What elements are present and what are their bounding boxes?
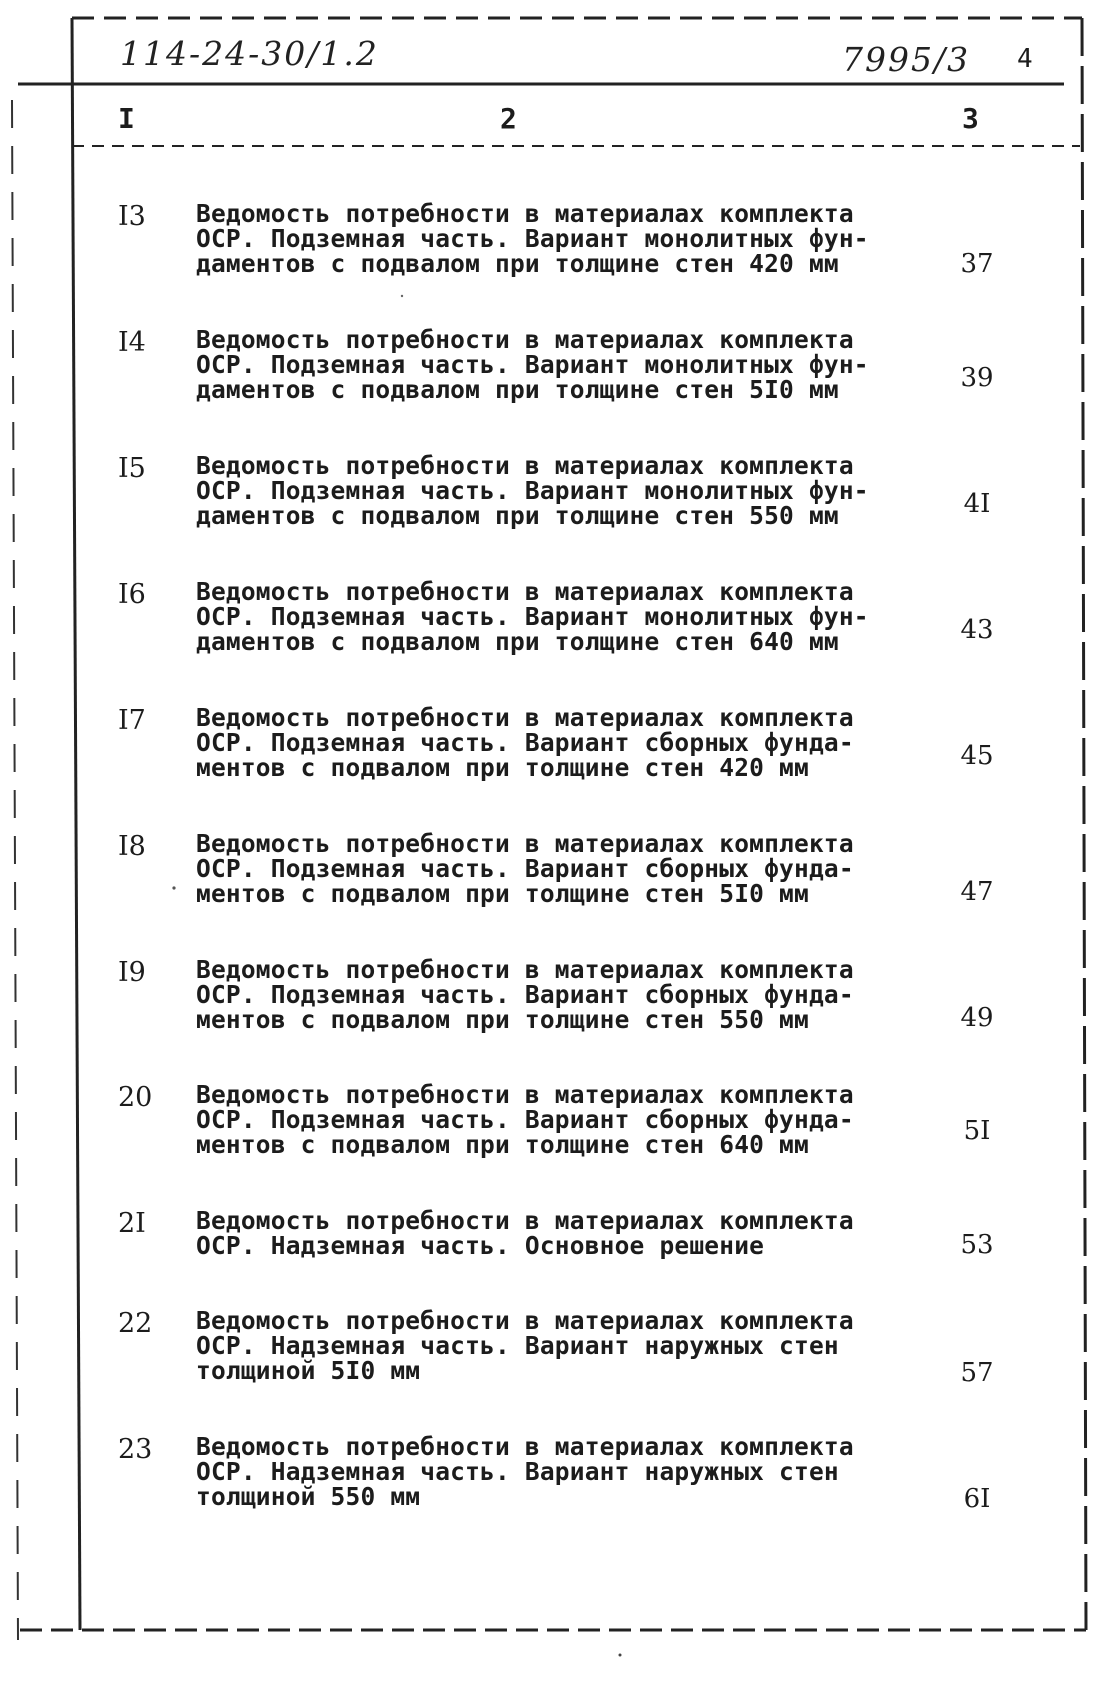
entry-number: 23	[118, 1434, 153, 1465]
entry-page: 49	[960, 1003, 994, 1033]
entry-title: Ведомость потребности в материалах комплекта ОСР. Подземная часть. Вариант сборных фунда- ментов с подвалом при толщине стен 640 мм	[196, 1080, 854, 1159]
entry-page: 6I	[963, 1484, 991, 1514]
entry-page: 5I	[963, 1116, 991, 1146]
column-header-page: 3	[962, 102, 979, 135]
entry-title: Ведомость потребности в материалах комплекта ОСР. Подземная часть. Вариант монолитных фун- даментов с подвалом при толщине стен 550 мм	[196, 451, 869, 530]
document-code-handwritten: 114-24-30/1.2	[120, 34, 379, 73]
column-header-number: I	[118, 102, 135, 135]
entry-page: 37	[960, 249, 994, 279]
entry-title: Ведомость потребности в материалах комплекта ОСР. Надземная часть. Вариант наружных стен толщиной 5I0 мм	[196, 1306, 854, 1385]
entry-number: I5	[118, 453, 146, 484]
entry-number: I7	[118, 705, 146, 736]
entry-title: Ведомость потребности в материалах комплекта ОСР. Подземная часть. Вариант сборных фунда- ментов с подвалом при толщине стен 5I0 мм	[196, 829, 854, 908]
column-header-title: 2	[500, 102, 517, 135]
sheet-code-handwritten: 7995/3	[842, 40, 971, 79]
entry-number: 22	[118, 1308, 153, 1339]
entry-number: I4	[118, 327, 146, 358]
entry-number: I9	[118, 957, 146, 988]
entry-title: Ведомость потребности в материалах комплекта ОСР. Подземная часть. Вариант сборных фунда- ментов с подвалом при толщине стен 420 мм	[196, 703, 854, 782]
entry-number: 2I	[118, 1208, 146, 1239]
entry-number: I3	[118, 201, 146, 232]
entry-number: I8	[118, 831, 146, 862]
entry-number: 20	[118, 1082, 153, 1113]
entry-number: I6	[118, 579, 146, 610]
entry-title: Ведомость потребности в материалах комплекта ОСР. Подземная часть. Вариант монолитных фун- даментов с подвалом при толщине стен 640 мм	[196, 577, 869, 656]
entry-page: 53	[960, 1230, 994, 1260]
entry-title: Ведомость потребности в материалах комплекта ОСР. Надземная часть. Вариант наружных стен толщиной 550 мм	[196, 1432, 854, 1511]
entry-page: 4I	[963, 489, 991, 519]
entry-page: 47	[960, 877, 994, 907]
entry-page: 57	[960, 1358, 994, 1388]
sheet-number: 4	[1017, 44, 1033, 74]
entry-title: Ведомость потребности в материалах комплекта ОСР. Подземная часть. Вариант сборных фунда- ментов с подвалом при толщине стен 550 мм	[196, 955, 854, 1034]
entry-page: 39	[960, 363, 994, 393]
entry-title: Ведомость потребности в материалах комплекта ОСР. Подземная часть. Вариант монолитных фун- даментов с подвалом при толщине стен 420 мм	[196, 199, 869, 278]
entry-page: 43	[960, 615, 994, 645]
entry-title: Ведомость потребности в материалах комплекта ОСР. Надземная часть. Основное решение	[196, 1206, 854, 1260]
entry-title: Ведомость потребности в материалах комплекта ОСР. Подземная часть. Вариант монолитных фун- даментов с подвалом при толщине стен 5I0 мм	[196, 325, 869, 404]
entry-page: 45	[960, 741, 994, 771]
